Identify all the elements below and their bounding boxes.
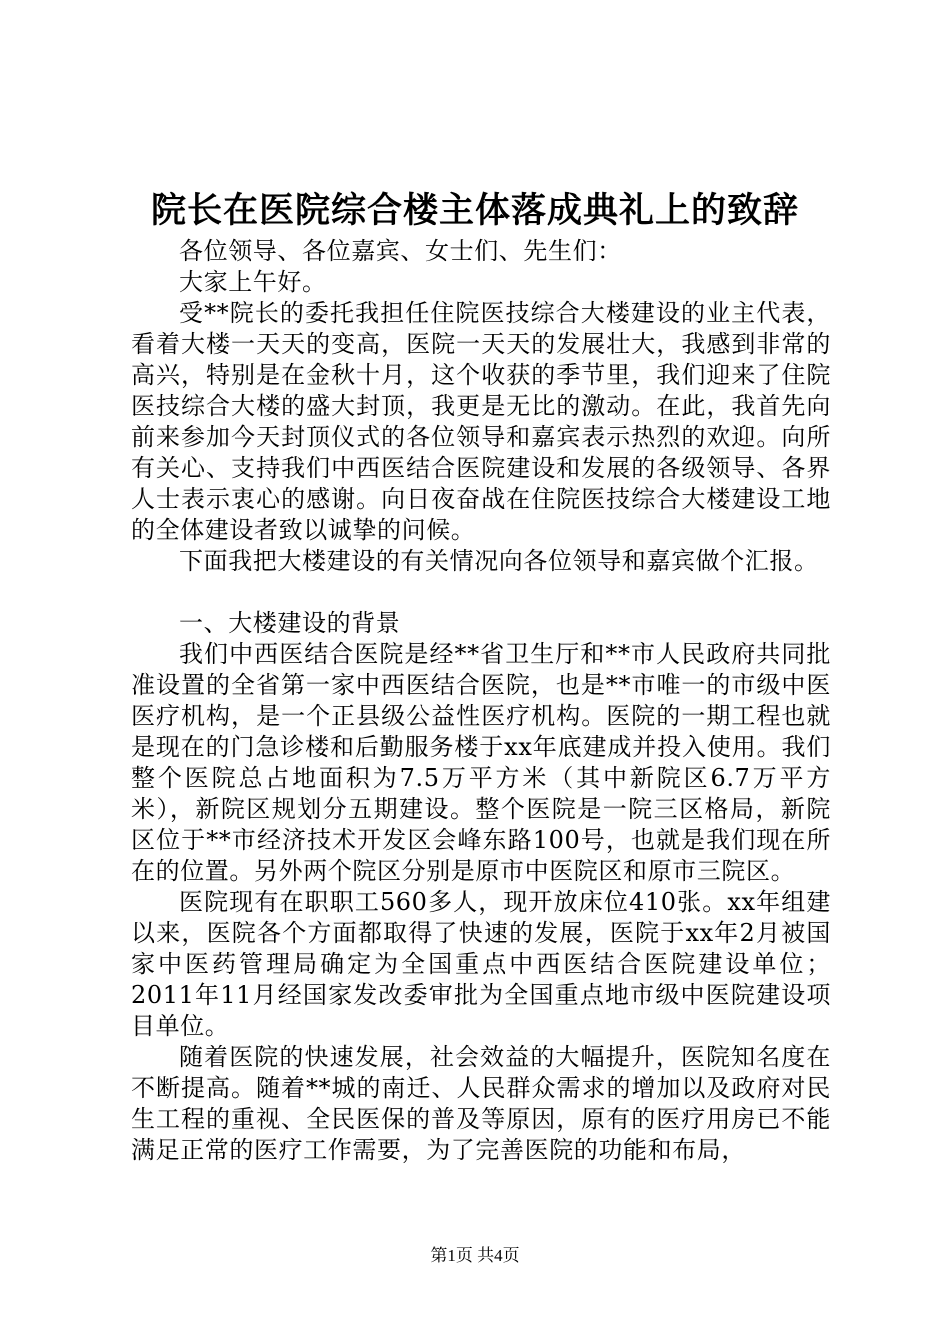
paragraph-intro: 受**院长的委托我担任住院医技综合大楼建设的业主代表，看着大楼一天天的变高，医院一天天的发展壮大，我感到非常的高兴，特别是在金秋十月，这个收获的季节里，我们迎来了住院医技综合大楼的盛大封顶，我更是无比的激动。在此，我首先向前来参加今天封顶仪式的各位领导和嘉宾表示热烈的欢迎。向所有关心、支持我们中西医结合医院建设和发展的各级领导、各界人士表示衷心的感谢。向日夜奋战在住院医技综合大楼建设工地的全体建设者致以诚挚的问候。 — [131, 299, 831, 544]
document-body — [131, 236, 831, 1166]
greeting: 大家上午好。 — [179, 268, 327, 296]
paragraph-staff: 医院现有在职职工560多人，现开放床位410张。xx年组建以来，医院各个方面都取得了快速的发展，医院于xx年2月被国家中医药管理局确定为全国重点中西医结合医院建设单位；2011年11月经国家发改委审批为全国重点地市级中医院建设项目单位。 — [131, 888, 831, 1040]
page-footer: 第1页 共4页 — [430, 1246, 520, 1265]
document-title: 院长在医院综合楼主体落成典礼上的致辞 — [150, 190, 799, 231]
paragraph-report: 下面我把大楼建设的有关情况向各位领导和嘉宾做个汇报。 — [179, 547, 819, 575]
section-heading: 一、大楼建设的背景 — [179, 609, 401, 637]
salutation: 各位领导、各位嘉宾、女士们、先生们： — [179, 237, 622, 265]
paragraph-development: 随着医院的快速发展，社会效益的大幅提升，医院知名度在不断提高。随着**城的南迁、人民群众需求的增加以及政府对民生工程的重视、全民医保的普及等原因，原有的医疗用房已不能满足正常的医疗工作需要，为了完善医院的功能和布局， — [131, 1043, 831, 1164]
blank-line — [131, 577, 831, 608]
paragraph-background: 我们中西医结合医院是经**省卫生厅和**市人民政府共同批准设置的全省第一家中西医结合医院，也是**市唯一的市级中医医疗机构，是一个正县级公益性医疗机构。医院的一期工程也就是现在的门急诊楼和后勤服务楼于xx年底建成并投入使用。我们整个医院总占地面积为7.5万平方米（其中新院区6.7万平方米），新院区规划分五期建设。整个医院是一院三区格局，新院区位于**市经济技术开发区会峰东路100号，也就是我们现在所在的位置。另外两个院区分别是原市中医院区和原市三院区。 — [131, 640, 831, 885]
